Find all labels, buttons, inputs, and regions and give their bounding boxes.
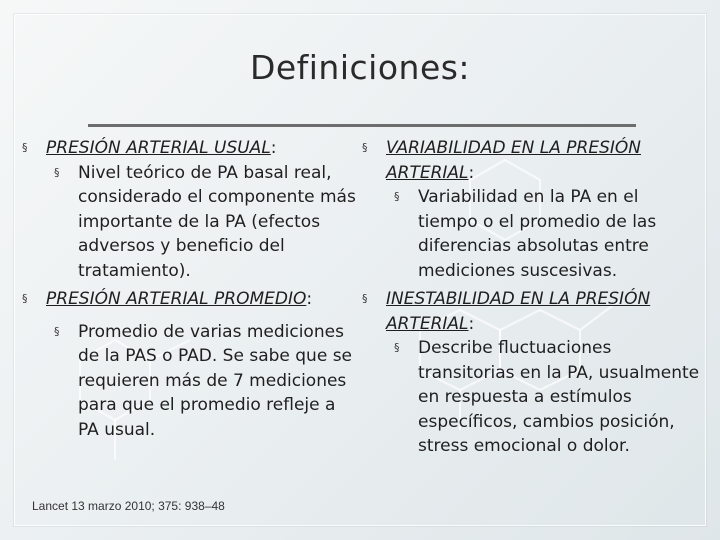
term-definition: Promedio de varias mediciones de la PAS o PAD. Se sabe que se requieren más de 7 mediciones para que el promedio refleje a PA usual. [78,321,353,440]
slide-title: Definiciones: [249,48,471,87]
list-subitem-promedio [22,320,357,443]
list-item-variabilidad [362,136,700,185]
list-item-inestabilidad [362,287,700,336]
left-column [22,136,357,442]
citation: Lancet 13 marzo 2010; 375: 938–48 [32,499,225,513]
bullet-icon: § [22,292,28,305]
list-subitem-variabilidad [362,185,700,283]
term-definition: Variabilidad en la PA en el tiempo o el promedio de las diferencias absolutas entre mediciones suscesivas. [418,187,657,281]
term-definition: Nivel teórico de PA basal real, considerado el componente más importante de la PA (efectos adversos y beneficio del tratamiento). [78,162,356,281]
list-item-promedio [22,287,357,312]
term-heading: PRESIÓN ARTERIAL PROMEDIO [46,289,307,309]
term-heading: VARIABILIDAD EN LA PRESIÓN ARTERIAL [386,138,642,183]
bullet-icon: § [54,165,60,179]
term-colon: : [306,289,313,309]
bullet-icon: § [394,341,400,354]
term-heading: PRESIÓN ARTERIAL USUAL [46,138,271,158]
bullet-icon: § [54,324,60,338]
term-heading: INESTABILIDAD EN LA PRESIÓN ARTERIAL [386,289,651,334]
title-rule [88,124,636,127]
term-colon: : [270,138,277,158]
bullet-icon: § [22,141,28,154]
right-column [362,136,700,459]
term-definition: Describe fluctuaciones transitorias en la PA, usualmente en respuesta a estímulos específicos, cambios posición, stress emocional o dolor. [418,338,700,456]
term-colon: : [468,162,475,183]
bullet-icon: § [362,141,368,154]
list-item-usual [22,136,357,161]
term-colon: : [468,313,475,334]
list-subitem-usual [22,161,357,284]
list-subitem-inestabilidad [362,336,700,459]
bullet-icon: § [362,292,368,305]
bullet-icon: § [394,190,400,203]
